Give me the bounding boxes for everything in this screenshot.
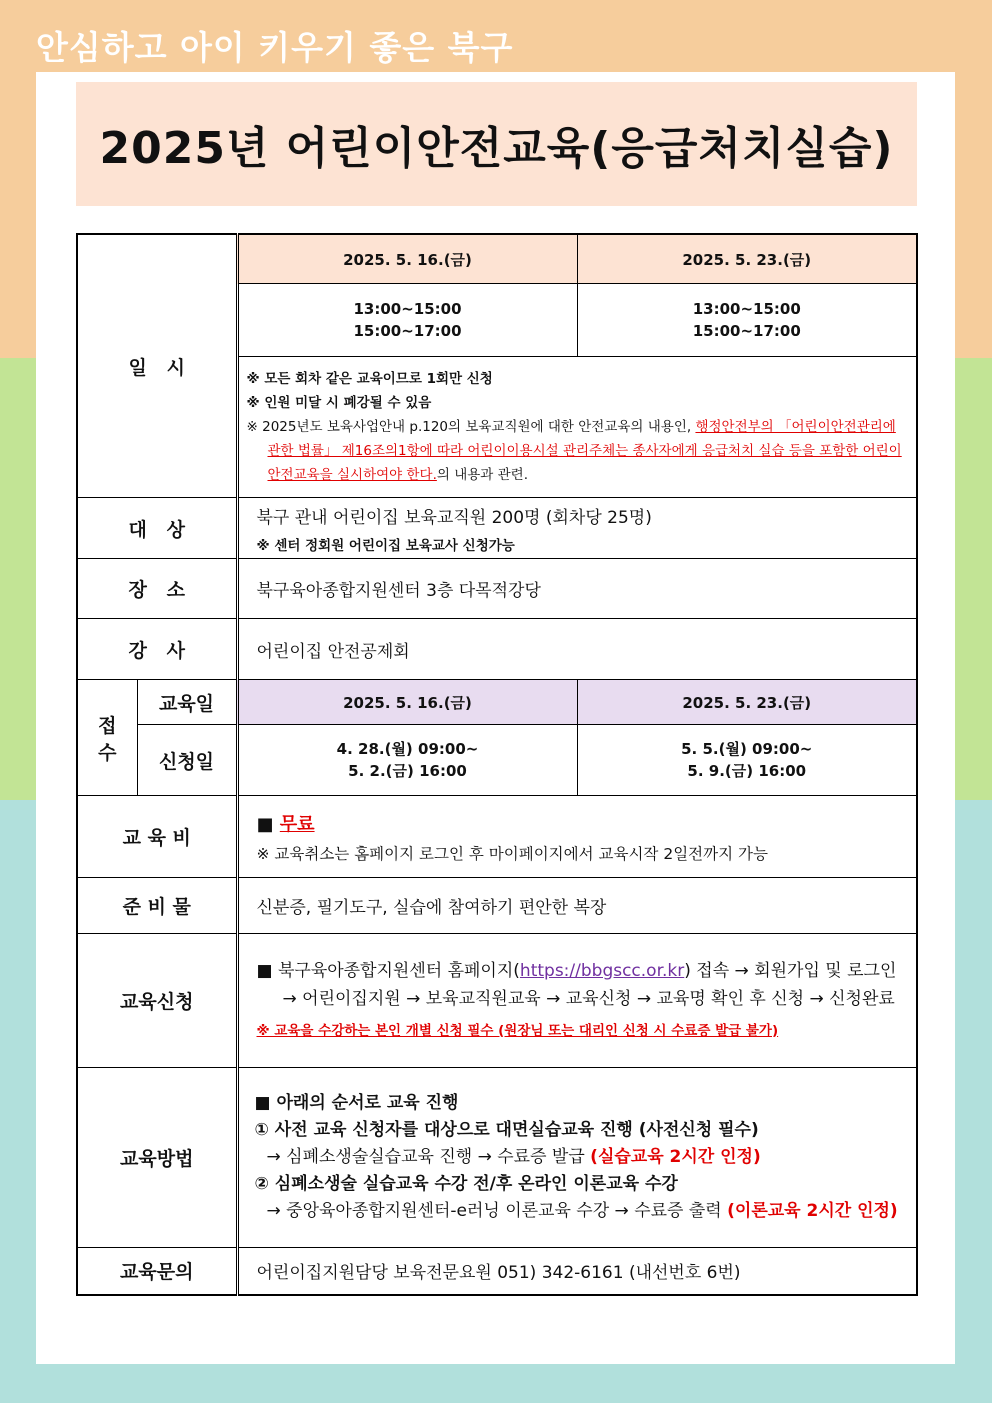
page-title: 2025년 어린이안전교육(응급처치실습) xyxy=(99,123,894,174)
homepage-link[interactable]: https://bbgscc.or.kr xyxy=(519,960,685,981)
apply-period-1 xyxy=(237,725,577,796)
edu-day-1: 2025. 5. 16.(금) xyxy=(237,680,577,725)
method-step-1-credit: (실습교육 2시간 인정) xyxy=(590,1147,761,1167)
supplies-label: 준 비 물 xyxy=(77,878,237,934)
method-step-1-detail xyxy=(255,1144,901,1171)
title-banner xyxy=(76,82,917,206)
fee-cell xyxy=(237,796,917,878)
time-slot: 15:00~17:00 xyxy=(692,322,801,340)
time-slot: 13:00~15:00 xyxy=(692,300,801,318)
apply-period-end: 5. 2.(금) 16:00 xyxy=(348,762,467,780)
schedule-notes xyxy=(237,357,917,498)
square-bullet-icon: ■ xyxy=(256,960,273,981)
edu-day-label: 교육일 xyxy=(137,680,237,725)
schedule-label: 일 시 xyxy=(77,234,237,498)
apply-day-label: 신청일 xyxy=(137,725,237,796)
schedule-note-3 xyxy=(247,415,909,487)
slogan: 안심하고 아이 키우기 좋은 북구 xyxy=(36,28,514,67)
schedule-date-2: 2025. 5. 23.(금) xyxy=(577,234,917,284)
method-step-1: ① 사전 교육 신청자를 대상으로 대면실습교육 진행 (사전신청 필수) xyxy=(254,1120,759,1140)
apply-period-end: 5. 9.(금) 16:00 xyxy=(687,762,807,780)
apply-period-2 xyxy=(577,725,917,796)
application-cell xyxy=(237,934,917,1068)
method-label: 교육방법 xyxy=(77,1068,237,1248)
reception-label: 접 수 xyxy=(77,680,137,796)
edu-day-2: 2025. 5. 23.(금) xyxy=(577,680,917,725)
application-label: 교육신청 xyxy=(77,934,237,1068)
fee-note: ※ 교육취소는 홈페이지 로그인 후 마이페이지에서 교육시작 2일전까지 가능 xyxy=(256,844,768,863)
schedule-note-3-prefix: ※ 2025년도 보육사업안내 p.120의 보육교직원에 대한 안전교육의 내용인, xyxy=(246,419,696,435)
application-steps xyxy=(257,957,899,1013)
schedule-times-1 xyxy=(237,284,577,357)
method-step-1-flow: → 심폐소생술실습교육 진행 → 수료증 발급 xyxy=(266,1147,591,1167)
schedule-note-3-suffix: 의 내용과 관련. xyxy=(436,467,528,483)
place-text: 북구육아종합지원센터 3층 다목적강당 xyxy=(237,559,917,619)
inquiry-text: 어린이집지원담당 보육전문요원 051) 342-6161 (내선번호 6번) xyxy=(237,1248,917,1295)
schedule-date-1: 2025. 5. 16.(금) xyxy=(237,234,577,284)
method-step-2-flow: → 중앙육아종합지원센터-e러닝 이론교육 수강 → 수료증 출력 xyxy=(266,1201,728,1221)
time-slot: 13:00~15:00 xyxy=(353,300,462,318)
place-label: 장 소 xyxy=(77,559,237,619)
target-label: 대 상 xyxy=(77,498,237,559)
inquiry-label: 교육문의 xyxy=(77,1248,237,1295)
schedule-note-3-law: 행정안전부의 「어린이안전관리에 관한 법률」 제16조의1항에 따라 어린이이용시설 관리주체는 종사자에게 응급처치 실습 등을 포함한 어린이안전교육을 실시하여야 한다. xyxy=(267,419,902,483)
instructor-text: 어린이집 안전공제회 xyxy=(237,619,917,680)
instructor-label: 강 사 xyxy=(77,619,237,680)
fee-value: 무료 xyxy=(279,813,315,835)
document-page xyxy=(36,72,955,1364)
method-step-2-credit: (이론교육 2시간 인정) xyxy=(727,1201,898,1221)
schedule-note-1: ※ 모든 회차 같은 교육이므로 1회만 신청 xyxy=(246,371,493,387)
method-step-2-detail xyxy=(255,1198,901,1225)
application-text-suffix: ) 접속 → 회원가입 및 로그인 → 어린이집지원 → 보육교직원교육 → 교육신청 → 교육명 확인 후 신청 → 신청완료 xyxy=(282,960,897,1009)
fee-value-line xyxy=(257,810,899,836)
target-text: 북구 관내 어린이집 보육교직원 200명 (회차당 25명) xyxy=(256,507,652,528)
method-heading: ■ 아래의 순서로 교육 진행 xyxy=(254,1093,459,1113)
apply-period-start: 4. 28.(월) 09:00~ xyxy=(336,740,479,758)
target-note: ※ 센터 정회원 어린이집 보육교사 신청가능 xyxy=(256,537,515,554)
supplies-text: 신분증, 필기도구, 실습에 참여하기 편안한 복장 xyxy=(237,878,917,934)
square-bullet-icon: ■ xyxy=(256,813,274,835)
fee-label: 교 육 비 xyxy=(77,796,237,878)
method-step-2: ② 심폐소생술 실습교육 수강 전/후 온라인 이론교육 수강 xyxy=(254,1174,678,1194)
schedule-times-2 xyxy=(577,284,917,357)
time-slot: 15:00~17:00 xyxy=(353,322,462,340)
method-cell xyxy=(237,1068,917,1248)
apply-period-start: 5. 5.(월) 09:00~ xyxy=(681,740,813,758)
target-cell xyxy=(237,498,917,559)
application-note: ※ 교육을 수강하는 본인 개별 신청 필수 (원장님 또는 대리인 신청 시 수료증 발급 불가) xyxy=(256,1022,779,1039)
application-text-prefix: 북구육아종합지원센터 홈페이지( xyxy=(277,960,520,981)
schedule-note-2: ※ 인원 미달 시 폐강될 수 있음 xyxy=(246,395,432,411)
info-table xyxy=(76,233,918,1296)
